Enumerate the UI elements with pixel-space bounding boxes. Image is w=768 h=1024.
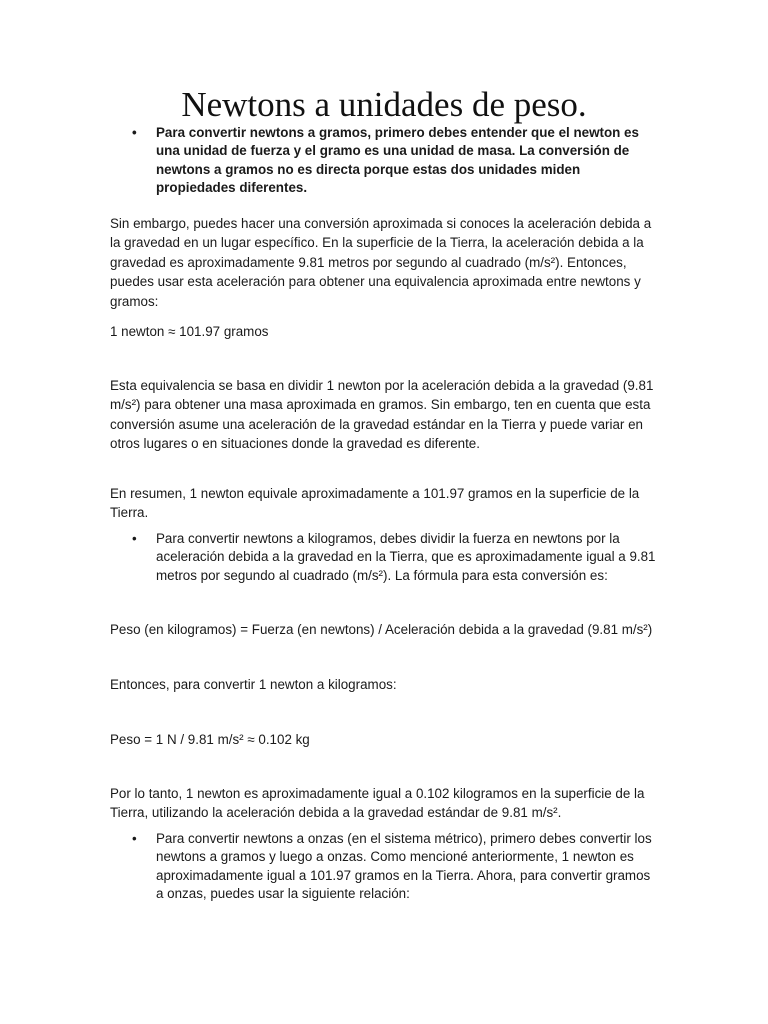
paragraph-newton-grams-equivalence: 1 newton ≈ 101.97 gramos [110,324,269,339]
paragraph-equivalence-explanation: Esta equivalencia se basa en dividir 1 newton por la aceleración debida a la gravedad (9.81 m/s²) para obtener una masa aproximada en gramos. Sin embargo, ten en cuenta que esta conversión asume una aceleración de la gravedad estándar en la Tierra y puede variar en otros lugares o en situaciones donde la gravedad es diferente. [110,378,654,452]
paragraph-summary: En resumen, 1 newton equivale aproximadamente a 101.97 gramos en la superficie de la Tierra. [110,486,640,521]
bullet-text-kilograms: Para convertir newtons a kilogramos, debes dividir la fuerza en newtons por la aceleración debida a la gravedad en la Tierra, que es aproximadamente igual a 9.81 metros por segundo al cuadrado (m/s²). La fórmula para esta conversión es: [156,531,656,583]
paragraph-convert-intro: Entonces, para convertir 1 newton a kilogramos: [110,677,397,692]
bullet-dot: • [132,125,137,140]
paragraph-conclusion: Por lo tanto, 1 newton es aproximadamente igual a 0.102 kilogramos en la superficie de la Tierra, utilizando la aceleración debida a la gravedad estándar de 9.81 m/s². [110,786,645,821]
paragraph-formula: Peso (en kilogramos) = Fuerza (en newtons) / Aceleración debida a la gravedad (9.81 m/s²) [110,622,653,637]
paragraph-gravity-intro: Sin embargo, puedes hacer una conversión aproximada si conoces la aceleración debida a la gravedad en un lugar específico. En la superficie de la Tierra, la aceleración debida a la gravedad es aproximadamente 9.81 metros por segundo al cuadrado (m/s²). Entonces, puedes usar esta aceleración para obtener una equivalencia aproximada entre newtons y gramos: [110,216,652,309]
bullet-dot: • [132,531,137,546]
document-title: Newtons a unidades de peso. [181,85,587,124]
bullet-dot: • [132,831,137,846]
bullet-text-ounces: Para convertir newtons a onzas (en el sistema métrico), primero debes convertir los newtons a gramos y luego a onzas. Como mencioné anteriormente, 1 newton es aproximadamente igual a 101.97 gramos en la Tierra. Ahora, para convertir gramos a onzas, puedes usar la siguiente relación: [156,831,652,902]
bullet-text-grams: Para convertir newtons a gramos, primero debes entender que el newton es una unidad de fuerza y el gramo es una unidad de masa. La conversión de newtons a gramos no es directa porque estas dos unidades miden propiedades diferentes. [156,125,639,196]
paragraph-calculation: Peso = 1 N / 9.81 m/s² ≈ 0.102 kg [110,732,310,747]
